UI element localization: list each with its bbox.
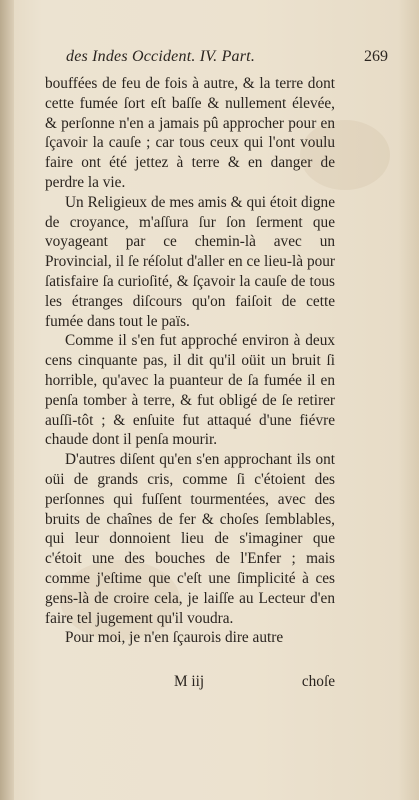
page-footer — [45, 673, 335, 693]
paragraph: D'autres diſent qu'en s'en approchant ils ont oüi de grands cris, comme ſi c'étoient des perſonnes qui fuſſent tourmentées, avec des bruits de chaînes de fer & choſes ſemblables, qui leur donnoient lieu de s'imaginer que c'étoit une des bouches de l'Enfer ; mais comme j'eſtime que c'eſt une ſimplicité à ces gens-là de croire cela, je laiſſe au Lecteur d'en faire tel jugement qu'il voudra. — [45, 451, 335, 627]
body-text — [45, 74, 335, 648]
signature-mark: M iij — [174, 673, 205, 690]
running-head — [58, 48, 394, 70]
catchword: choſe — [301, 673, 335, 690]
paragraph: Un Religieux de mes amis & qui étoit digne de croyance, m'aſſura ſur ſon ſerment que voyageant par ce chemin-là avec un Provincial, il ſe réſolut d'aller en ce lieu-là pour ſatisfaire ſa curioſité, & ſçavoir la cauſe de tous les étranges diſcours qu'on faiſoit de cette fumée dans tout le païs. — [45, 193, 335, 330]
page-number: 269 — [364, 48, 388, 65]
running-title: des Indes Occident. IV. Part. — [66, 48, 256, 65]
paragraph: Pour moi, je n'en ſçaurois dire autre — [65, 629, 284, 647]
paragraph: bouffées de feu de fois à autre, & la terre dont cette fumée ſort eſt baſſe & nullement élevée, & perſonne n'en a jamais pû approcher pour en ſçavoir la cauſe ; car tous ceux qui l'ont voulu faire ont été jettez à terre & en danger de perdre la vie. — [45, 75, 335, 191]
paragraph: Comme il s'en fut approché environ à deux cens cinquante pas, il dit qu'il oüit un bruit ſi horrible, qu'avec la puanteur de ſa fumée il en penſa tomber à terre, & fut obligé de ſe retirer auſſi-tôt ; & enſuite fut attaqué d'une fiévre chaude dont il penſa mourir. — [45, 332, 335, 449]
page-gutter — [0, 0, 14, 800]
